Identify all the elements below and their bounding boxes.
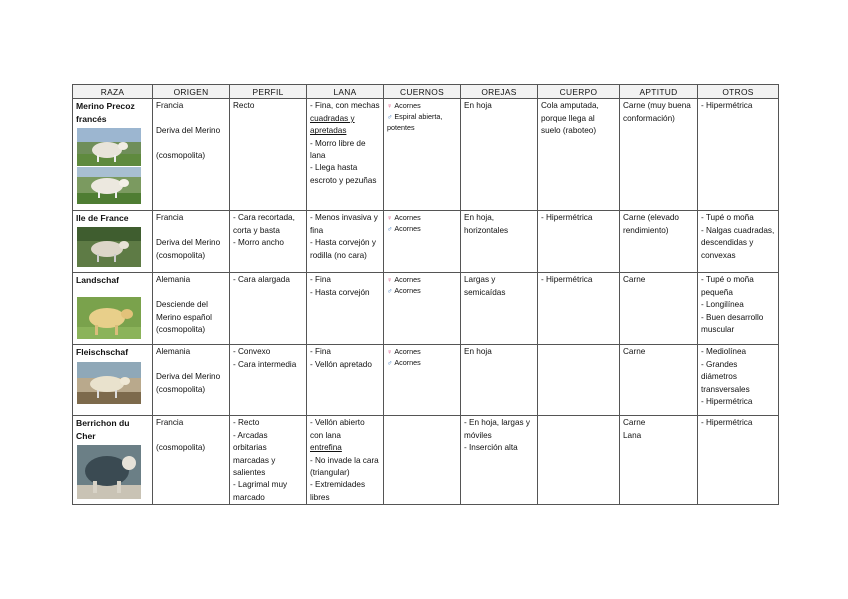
sheep-photo [77, 227, 141, 267]
body-cell [538, 99, 620, 211]
body-line: - Hipermétrica [541, 213, 593, 223]
profile-cell [230, 211, 307, 273]
wool-line: - Llega hasta escroto y pezuñas [310, 163, 377, 185]
ears-cell [461, 345, 538, 416]
origin-cell [153, 416, 230, 505]
profile-cell [230, 99, 307, 211]
breed-name: Ile de France [76, 213, 129, 224]
aptitude-cell [620, 273, 698, 345]
origin-cell [153, 345, 230, 416]
breed-name: Landschaf [76, 275, 119, 286]
profile-line: - Cara recortada, corta y basta [233, 213, 295, 235]
others-cell [698, 273, 779, 345]
origin-line: Francia [156, 418, 184, 428]
horns-cell [384, 211, 461, 273]
horns-female: Acornes [394, 347, 421, 357]
wool-line: cuadradas y apretadas [310, 113, 355, 136]
ears-line: - En hoja, largas y móviles [464, 418, 530, 440]
profile-line: - Lagrimal muy marcado [233, 480, 288, 502]
breed-name: Fleischschaf [76, 347, 129, 358]
wool-line: - Vellón apretado [310, 359, 372, 369]
female-symbol-icon: ♀ [387, 213, 393, 223]
breed-cell [73, 211, 153, 273]
header-lana: LANA [307, 85, 384, 99]
wool-cell [307, 416, 384, 505]
others-line: - Tupé o moña [701, 213, 754, 223]
sheep-breeds-table [72, 84, 779, 505]
header-otros: OTROS [698, 85, 779, 99]
female-symbol-icon: ♀ [387, 101, 393, 111]
ears-line: En hoja [464, 347, 492, 357]
origin-line: (cosmopolita) [156, 384, 206, 394]
wool-line: - Vellón abierto con lana [310, 418, 365, 440]
male-symbol-icon: ♂ [387, 224, 393, 234]
others-cell [698, 416, 779, 505]
header-cuerpo: CUERPO [538, 85, 620, 99]
profile-cell [230, 416, 307, 505]
wool-line: - Menos invasiva y fina [310, 213, 378, 235]
body-line: - Hipermétrica [541, 275, 593, 285]
others-line: - Tupé o moña pequeña [701, 275, 754, 297]
others-line: - Longilínea [701, 300, 744, 310]
sheep-photo [77, 297, 141, 339]
female-symbol-icon: ♀ [387, 275, 393, 285]
body-cell [538, 273, 620, 345]
others-cell [698, 345, 779, 416]
male-symbol-icon: ♂ [387, 286, 393, 296]
origin-cell [153, 273, 230, 345]
body-cell [538, 416, 620, 505]
table-row [73, 211, 779, 273]
ears-line: En hoja [464, 101, 492, 111]
origin-line: Alemania [156, 347, 191, 357]
table-row [73, 273, 779, 345]
wool-cell [307, 345, 384, 416]
ears-line: En hoja, horizontales [464, 213, 509, 235]
table-row [73, 345, 779, 416]
horns-cell [384, 416, 461, 505]
body-cell [538, 211, 620, 273]
sheep-photo [77, 128, 141, 204]
breed-cell [73, 99, 153, 211]
breed-name: Berrichon du Cher [76, 418, 130, 442]
profile-cell [230, 345, 307, 416]
horns-cell [384, 345, 461, 416]
header-cuernos: CUERNOS [384, 85, 461, 99]
ears-cell [461, 211, 538, 273]
aptitude-cell [620, 99, 698, 211]
table-row [73, 99, 779, 211]
header-raza: RAZA [73, 85, 153, 99]
origin-line: Deriva del Merino [156, 372, 221, 382]
aptitude-line: Carne [623, 347, 646, 357]
table-row [73, 416, 779, 505]
horns-male: Acornes [394, 224, 421, 234]
profile-line: - Cara alargada [233, 275, 290, 285]
horns-cell [384, 273, 461, 345]
others-line: - Hipermétrica [701, 418, 753, 428]
male-symbol-icon: ♂ [387, 112, 393, 122]
ears-line: - Inserción alta [464, 443, 518, 453]
profile-line: - Recto [233, 418, 260, 428]
origin-line: Deriva del Merino [156, 238, 221, 248]
profile-line: - Convexo [233, 347, 271, 357]
header-row [73, 85, 779, 99]
aptitude-line: Carne [623, 275, 646, 285]
others-line: - Nalgas cuadradas, descendidas y convexas [701, 225, 775, 260]
breed-cell [73, 345, 153, 416]
origin-cell [153, 99, 230, 211]
others-cell [698, 211, 779, 273]
wool-line: - Fina [310, 275, 331, 285]
wool-line: - Hasta corvejón [310, 287, 370, 297]
aptitude-cell [620, 345, 698, 416]
aptitude-line: Carne (muy buena conformación) [623, 101, 691, 123]
ears-line: Largas y semicaídas [464, 275, 506, 297]
horns-female: Acornes [394, 213, 421, 223]
origin-line: Francia [156, 101, 184, 111]
origin-cell [153, 211, 230, 273]
aptitude-line: Carne [623, 418, 646, 428]
body-line: Cola amputada, porque llega al suelo (raboteo) [541, 101, 599, 136]
wool-line: - Morro libre de lana [310, 138, 366, 161]
wool-line: - Fina, con mechas [310, 101, 380, 111]
header-perfil: PERFIL [230, 85, 307, 99]
profile-line: - Morro ancho [233, 238, 284, 248]
header-aptitud: APTITUD [620, 85, 698, 99]
breed-cell [73, 416, 153, 505]
others-line: - Hipermétrica [701, 397, 753, 407]
profile-line: - Arcadas orbitarias marcadas y salientes [233, 430, 276, 478]
others-line: - Mediolínea [701, 347, 747, 357]
horns-cell [384, 99, 461, 211]
origin-line: (cosmopolita) [156, 151, 206, 160]
origin-line: Deriva del Merino [156, 126, 221, 136]
header-orejas: OREJAS [461, 85, 538, 99]
aptitude-cell [620, 416, 698, 505]
horns-male: Espiral abierta, potentes [387, 112, 443, 133]
wool-cell [307, 273, 384, 345]
aptitude-cell [620, 211, 698, 273]
horns-male: Acornes [394, 358, 421, 368]
breed-table-container [72, 84, 778, 505]
header-origen: ORIGEN [153, 85, 230, 99]
origin-line: (cosmopolita) [156, 250, 206, 260]
breed-name: Merino Precoz francés [76, 101, 135, 125]
breed-cell [73, 273, 153, 345]
origin-line: Francia [156, 213, 184, 223]
wool-line: - No invade la cara (triangular) [310, 455, 379, 478]
wool-line: entrefina [310, 443, 342, 453]
sheep-photo [77, 362, 141, 404]
horns-female: Acornes [394, 275, 421, 285]
profile-cell [230, 273, 307, 345]
female-symbol-icon: ♀ [387, 347, 393, 357]
ears-cell [461, 99, 538, 211]
others-cell [698, 99, 779, 211]
ears-cell [461, 273, 538, 345]
sheep-photo [77, 445, 141, 499]
others-line: - Hipermétrica [701, 101, 753, 111]
aptitude-line: Carne (elevado rendimiento) [623, 213, 679, 235]
others-line: - Buen desarrollo muscular [701, 312, 764, 335]
ears-cell [461, 416, 538, 505]
aptitude-line: Lana [623, 430, 642, 440]
profile-line: - Cara intermedia [233, 359, 297, 369]
profile-line: Recto [233, 101, 255, 111]
horns-female: Acornes [394, 101, 421, 111]
wool-cell [307, 211, 384, 273]
origin-line: (cosmopolita) [156, 443, 206, 453]
horns-male: Acornes [394, 286, 421, 296]
wool-line: - Hasta corvejón y rodilla (no cara) [310, 238, 376, 260]
others-line: - Grandes diámetros transversales [701, 359, 750, 394]
wool-line: - Extremidades libres [310, 480, 366, 502]
wool-line: - Fina [310, 347, 331, 357]
body-cell [538, 345, 620, 416]
origin-line: (cosmopolita) [156, 325, 206, 335]
origin-line: Alemania [156, 275, 191, 285]
male-symbol-icon: ♂ [387, 358, 393, 368]
wool-cell [307, 99, 384, 211]
origin-line: Desciende del Merino español [156, 300, 212, 322]
